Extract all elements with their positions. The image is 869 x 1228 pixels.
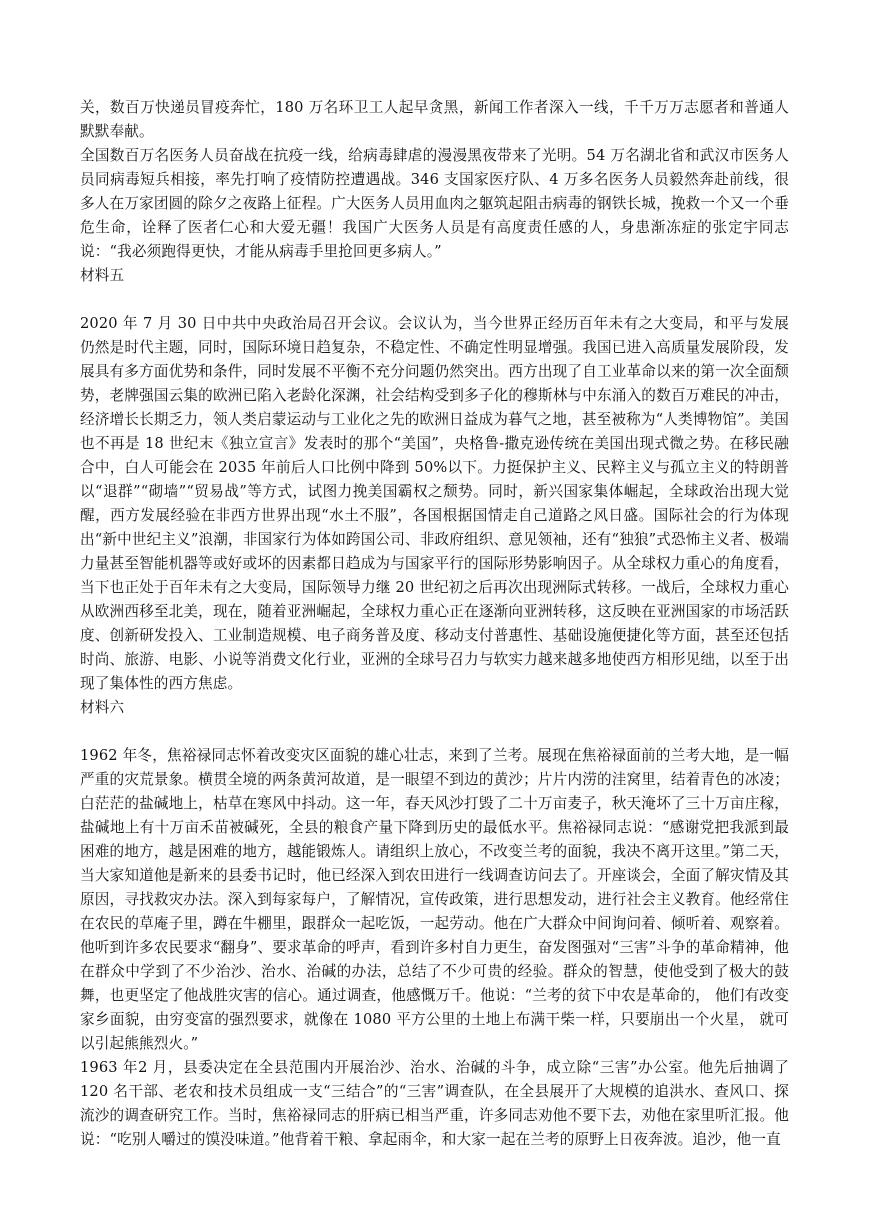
paragraph-jiao-yulu-lankao: 1962 年冬，焦裕禄同志怀着改变灾区面貌的雄心壮志，来到了兰考。展现在焦裕禄面前的兰考大地，是一幅严重的灾荒景象。横贯全境的两条黄河故道，是一眼望不到边的黄沙；片片内涝的洼窝里，结着青色的冰凌；白茫茫的盐碱地上，枯草在寒风中抖动。这一年，春天风沙打毁了二十万亩麦子，秋天淹坏了三十万亩庄稼， 盐碱地上有十万亩禾苗被碱死，全县的粮食产量下降到历史的最低水平。焦裕禄同志说：“感谢党把我派到最困难的地方，越是困难的地方，越能锻炼人。请组织上放心，不改变兰考的面貌，我决不离开这里。”第二天，当大家知道他是新来的县委书记时，他已经深入到农田进行一线调查访问去了。开座谈会，全面了解灾情及其原因，寻找救灾办法。深入到每家每户，了解情况，宣传政策，进行思想发动，进行社会主义教育。他经常住在农民的草庵子里，蹲在牛棚里，跟群众一起吃饭，一起劳动。他在广大群众中间询问着、倾听着、观察着。他听到许多农民要求“翻身”、要求革命的呼声，看到许多村自力更生，奋发图强对“三害”斗争的革命精神，他在群众中学到了不少治沙、治水、治碱的办法，总结了不少可贵的经验。群众的智慧，使他受到了极大的鼓舞，也更坚定了他战胜灾害的信心。通过调查，他感慨万千。他说：“兰考的贫下中农是革命的， 他们有改变家乡面貌，由穷变富的强烈要求，就像在 1080 平方公里的土地上布满干柴一样，只要崩出一个火星， 就可以引起熊熊烈火。” (80, 747, 789, 1052)
paragraph-three-harms-campaign: 1963 年2 月，县委决定在全县范围内开展治沙、治水、治碱的斗争，成立除“三害”办公室。他先后抽调了 120 名干部、老农和技术员组成一支“三结合”的“三害”调查队，在全县展开了大规模的追洪水、查风口、探流沙的调查研究工作。当时，焦裕禄同志的肝病已相当严重，许多同志劝他不要下去，劝他在家里听汇报。他说：“吃别人嚼过的馍没味道。”他背着干粮、拿起雨伞，和大家一起在兰考的原野上日夜奔波。追沙，他一直 (80, 1059, 789, 1148)
blank-line (80, 720, 789, 744)
paragraph-politburo-meeting: 2020 年 7 月 30 日中共中央政治局召开会议。会议认为，当今世界正经历百年未有之大变局，和平与发展仍然是时代主题，同时，国际环境日趋复杂，不稳定性、不确定性明显增强。我国已进入高质量发展阶段，发展具有多方面优势和条件，同时发展不平衡不充分问题仍然突出。西方出现了自工业革命以来的第一次全面颓势，老牌强国云集的欧洲已陷入老龄化深渊，社会结构受到多子化的穆斯林与中东涌入的数百万难民的冲击，经济增长长期乏力，领人类启蒙运动与工业化之先的欧洲日益成为暮气之地，甚至被称为“人类博物馆”。美国也不再是 18 世纪末《独立宣言》发表时的那个“美国”，央格鲁-撒克逊传统在美国出现式微之势。在移民融合中，白人可能会在 2035 年前后人口比例中降到 50%以下。力挺保护主义、民粹主义与孤立主义的特朗普以“退群”“砌墙”“贸易战”等方式，试图力挽美国霸权之颓势。同时，新兴国家集体崛起，全球政治出现大觉醒，西方发展经验在非西方世界出现“水土不服”，各国根据国情走自己道路之风日盛。国际社会的行为体现出“新中世纪主义”浪潮，非国家行为体如跨国公司、非政府组织、意见领袖，还有“独狼”式恐怖主义者、极端力量甚至智能机器等或好或坏的因素都日趋成为与国家平行的国际形势影响因子。从全球权力重心的角度看，当下也正处于百年未有之大变局，国际领导力继 20 世纪初之后再次出现洲际式转移。一战后，全球权力重心从欧洲西移至北美，现在，随着亚洲崛起，全球权力重心正在逐渐向亚洲转移，这反映在亚洲国家的市场活跃度、创新研发投入、工业制造规模、电子商务普及度、移动支付普惠性、基础设施便捷化等方面，甚至还包括时尚、旅游、电影、小说等消费文化行业，亚洲的全球号召力与软实力越来越多地使西方相形见绌，以至于出现了集体性的西方焦虑。 (80, 315, 789, 692)
paragraph-continuation: 关，数百万快递员冒疫奔忙，180 万名环卫工人起早贪黑，新闻工作者深入一线，千千万万志愿者和普通人默默奉献。 (80, 99, 789, 140)
section-heading-material-5: 材料五 (80, 267, 125, 284)
paragraph-medical-workers: 全国数百万名医务人员奋战在抗疫一线，给病毒肆虐的漫漫黑夜带来了光明。54 万名湖北省和武汉市医务人员同病毒短兵相接，率先打响了疫情防控遭遇战。346 支国家医疗队、4 万多名医务人员毅然奔赴前线，很多人在万家团圆的除夕之夜路上征程。广大医务人员用血肉之躯筑起阻击病毒的钢铁长城，挽救一个又一个垂危生命，诠释了医者仁心和大爱无疆！我国广大医务人员是有高度责任感的人，身患渐冻症的张定宇同志说：“我必须跑得更快，才能从病毒手里抢回更多病人。” (80, 147, 789, 260)
blank-line (80, 288, 789, 312)
section-heading-material-6: 材料六 (80, 699, 125, 716)
